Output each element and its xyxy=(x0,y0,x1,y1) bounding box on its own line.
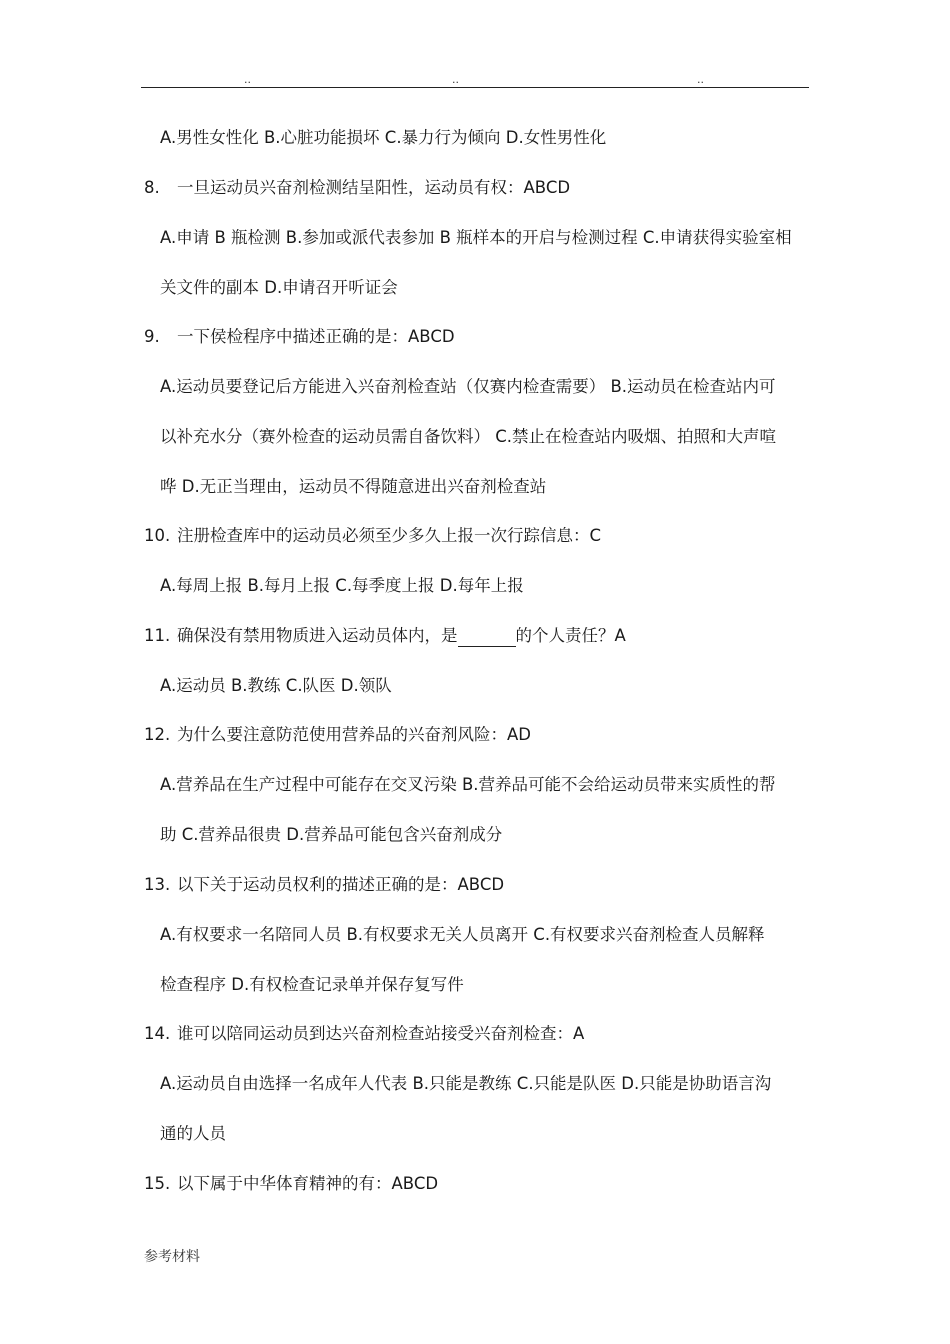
header-mark-right: .. xyxy=(697,73,704,86)
q12-options-line-2: 助 C.营养品很贵 D.营养品可能包含兴奋剂成分 xyxy=(160,825,503,844)
header-mark-center: .. xyxy=(452,73,459,86)
question-text: 一旦运动员兴奋剂检测结呈阳性，运动员有权：ABCD xyxy=(177,178,571,197)
q14-options-line-2: 通的人员 xyxy=(160,1124,226,1143)
question-number: 10. xyxy=(144,526,171,545)
question-number: 12. xyxy=(144,725,171,744)
question-text: 注册检查库中的运动员必须至少多久上报一次行踪信息：C xyxy=(177,526,602,545)
question-number: 9. xyxy=(144,327,160,346)
question-text: 以下关于运动员权利的描述正确的是：ABCD xyxy=(177,875,505,894)
question-number: 14. xyxy=(144,1024,171,1043)
question-text: 一下侯检程序中描述正确的是：ABCD xyxy=(177,327,455,346)
question-text: 谁可以陪同运动员到达兴奋剂检查站接受兴奋剂检查：A xyxy=(177,1024,585,1043)
header-rule xyxy=(141,87,809,88)
q13-options-line-1: A.有权要求一名陪同人员 B.有权要求无关人员离开 C.有权要求兴奋剂检查人员解释 xyxy=(160,925,765,944)
question-text-after-blank: 的个人责任？A xyxy=(515,626,626,645)
q13-options-line-2: 检查程序 D.有权检查记录单并保存复写件 xyxy=(160,975,464,994)
question-text-before-blank: 确保没有禁用物质进入运动员体内，是 xyxy=(177,626,458,645)
q10-options: A.每周上报 B.每月上报 C.每季度上报 D.每年上报 xyxy=(160,576,524,595)
q9-options-line-3: 哗 D.无正当理由，运动员不得随意进出兴奋剂检查站 xyxy=(160,477,547,496)
question-text: 以下属于中华体育精神的有：ABCD xyxy=(177,1174,439,1193)
header-mark-left: .. xyxy=(244,73,251,86)
question-number: 8. xyxy=(144,178,160,197)
question-number: 11. xyxy=(144,626,171,645)
q9-options-line-1: A.运动员要登记后方能进入兴奋剂检查站（仅赛内检查需要） B.运动员在检查站内可 xyxy=(160,377,776,396)
q8-options-line-2: 关文件的副本 D.申请召开听证会 xyxy=(160,278,398,297)
q9-options-line-2: 以补充水分（赛外检查的运动员需自备饮料） C.禁止在检查站内吸烟、拍照和大声喧 xyxy=(160,427,777,446)
question-number: 13. xyxy=(144,875,171,894)
question-text xyxy=(177,625,626,647)
question-text: 为什么要注意防范使用营养品的兴奋剂风险：AD xyxy=(177,725,531,744)
q12-options-line-1: A.营养品在生产过程中可能存在交叉污染 B.营养品可能不会给运动员带来实质性的帮 xyxy=(160,775,776,794)
fill-in-blank xyxy=(458,628,516,647)
question-number: 15. xyxy=(144,1174,171,1193)
q14-options-line-1: A.运动员自由选择一名成年人代表 B.只能是教练 C.只能是队医 D.只能是协助语言沟 xyxy=(160,1074,772,1093)
q8-options-line-1: A.申请 B 瓶检测 B.参加或派代表参加 B 瓶样本的开启与检测过程 C.申请获得实验室相 xyxy=(160,228,792,247)
page-footer: 参考材料 xyxy=(144,1249,200,1265)
page-header-marks xyxy=(0,74,950,88)
q11-options: A.运动员 B.教练 C.队医 D.领队 xyxy=(160,676,392,695)
q7-options: A.男性女性化 B.心脏功能损坏 C.暴力行为倾向 D.女性男性化 xyxy=(160,128,607,147)
